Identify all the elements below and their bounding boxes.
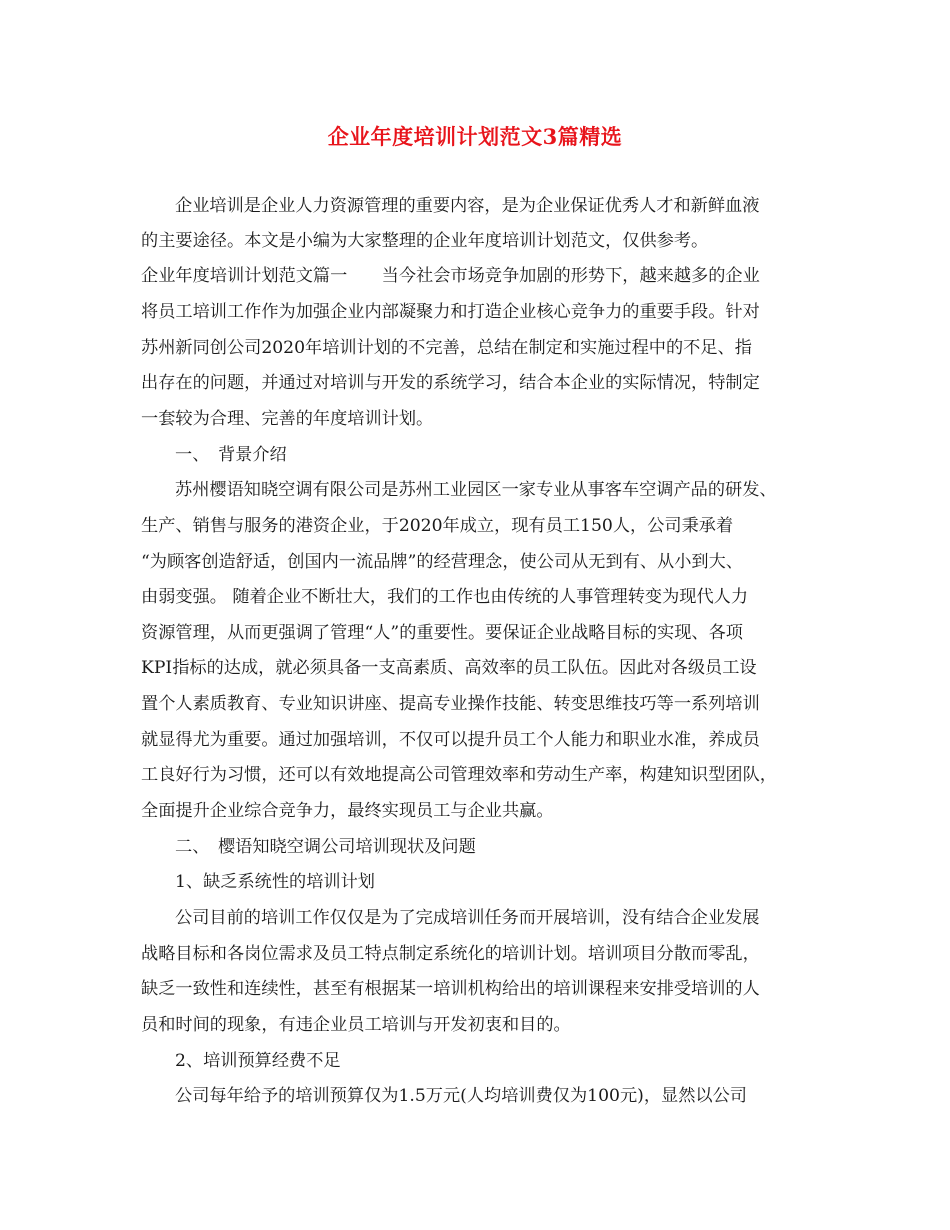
paragraph-line: “为顾客创造舒适，创国内一流品牌”的经营理念，使公司从无到有、从小到大、 — [141, 552, 743, 572]
paragraph-line: 企业年度培训计划范文篇一 当今社会市场竞争加剧的形势下，越来越多的企业 — [141, 266, 760, 286]
paragraph-line: 全面提升企业综合竞争力，最终实现员工与企业共赢。 — [141, 801, 554, 821]
paragraph-line: 由弱变强。 随着企业不断壮大，我们的工作也由传统的人事管理转变为现代人力 — [141, 587, 749, 607]
paragraph-line: 苏州新同创公司2020年培训计划的不完善，总结在制定和实施过程中的不足、指 — [141, 338, 752, 358]
paragraph-line: 的主要途径。本文是小编为大家整理的企业年度培训计划范文，仅供参考。 — [141, 231, 709, 251]
paragraph-line: KPI指标的达成，就必须具备一支高素质、高效率的员工队伍。因此对各级员工设 — [141, 658, 757, 678]
paragraph-line: 将员工培训工作作为加强企业内部凝聚力和打造企业核心竞争力的重要手段。针对 — [141, 302, 760, 322]
paragraph-line: 资源管理，从而更强调了管理“人”的重要性。要保证企业战略目标的实现、各项 — [141, 623, 743, 643]
paragraph-line: 苏州樱语知晓空调有限公司是苏州工业园区一家专业从事客车空调产品的研发、 — [175, 480, 777, 500]
subsection-heading: 2、培训预算经费不足 — [175, 1051, 341, 1071]
paragraph-line: 工良好行为习惯，还可以有效地提高公司管理效率和劳动生产率，构建知识型团队， — [141, 765, 777, 785]
paragraph-line: 公司每年给予的培训预算仅为1.5万元(人均培训费仅为100元)，显然以公司 — [175, 1086, 747, 1106]
paragraph-line: 员和时间的现象，有违企业员工培训与开发初衷和目的。 — [141, 1015, 571, 1035]
document-title: 企业年度培训计划范文3篇精选 — [327, 124, 623, 149]
section-heading: 二、 樱语知晓空调公司培训现状及问题 — [175, 837, 476, 857]
subsection-heading: 1、缺乏系统性的培训计划 — [175, 872, 375, 892]
paragraph-line: 一套较为合理、完善的年度培训计划。 — [141, 409, 434, 429]
paragraph-line: 生产、销售与服务的港资企业，于2020年成立，现有员工150人，公司秉承着 — [141, 516, 734, 536]
paragraph-line: 就显得尤为重要。通过加强培训，不仅可以提升员工个人能力和职业水准，养成员 — [141, 730, 760, 750]
paragraph-line: 企业培训是企业人力资源管理的重要内容，是为企业保证优秀人才和新鲜血液 — [175, 196, 760, 216]
paragraph-line: 战略目标和各岗位需求及员工特点制定系统化的培训计划。培训项目分散而零乱， — [141, 944, 760, 964]
section-heading: 一、 背景介绍 — [175, 445, 287, 465]
paragraph-line: 出存在的问题，并通过对培训与开发的系统学习，结合本企业的实际情况，特制定 — [141, 373, 760, 393]
paragraph-line: 缺乏一致性和连续性，甚至有根据某一培训机构给出的培训课程来安排受培训的人 — [141, 979, 760, 999]
paragraph-line: 公司目前的培训工作仅仅是为了完成培训任务而开展培训，没有结合企业发展 — [175, 908, 760, 928]
paragraph-line: 置个人素质教育、专业知识讲座、提高专业操作技能、转变思维技巧等一系列培训 — [141, 694, 760, 714]
